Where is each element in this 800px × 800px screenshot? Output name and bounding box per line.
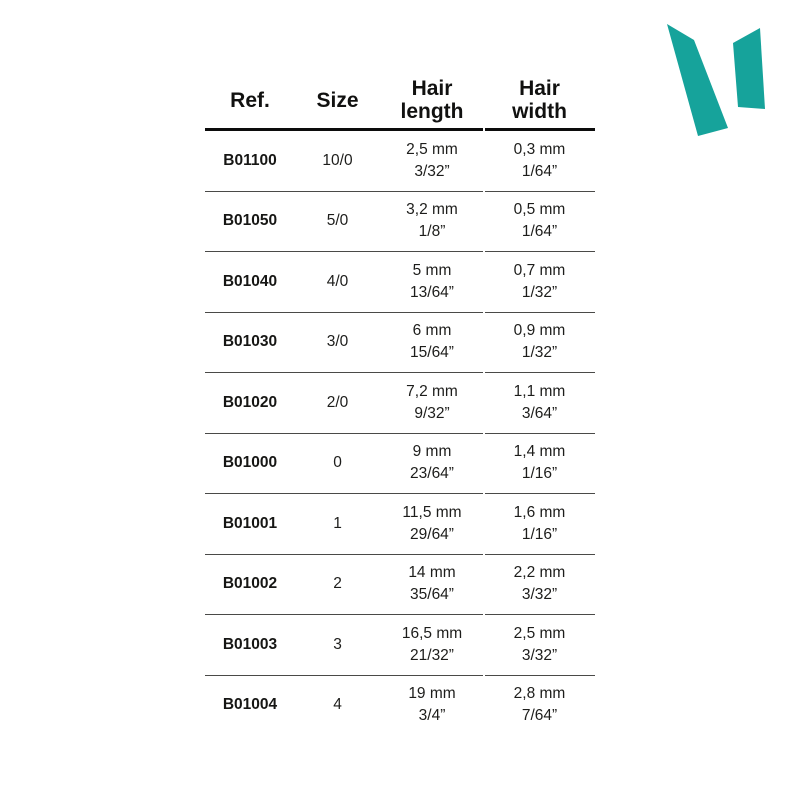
logo-left-stroke bbox=[667, 24, 728, 136]
size-value: 2 bbox=[295, 554, 380, 615]
hair-width-mm: 1,6 mm bbox=[513, 503, 566, 521]
hair-width-value bbox=[484, 130, 595, 192]
hair-length-value bbox=[380, 252, 484, 313]
ref-value: B01030 bbox=[205, 312, 295, 373]
hair-width-value bbox=[484, 554, 595, 615]
hair-length-value bbox=[380, 312, 484, 373]
hair-length-inch: 23/64” bbox=[410, 465, 454, 483]
header-line-2: width bbox=[512, 100, 567, 123]
hair-width-value bbox=[484, 433, 595, 494]
hair-length-value bbox=[380, 675, 484, 735]
hair-length-value bbox=[380, 373, 484, 434]
hair-width-value bbox=[484, 373, 595, 434]
hair-length-value bbox=[380, 130, 484, 192]
hair-width-inch: 7/64” bbox=[521, 707, 558, 725]
brush-size-table bbox=[205, 72, 595, 735]
size-value: 3 bbox=[295, 615, 380, 676]
logo-right-stroke bbox=[733, 28, 765, 109]
hair-width-inch: 1/64” bbox=[521, 162, 558, 180]
hair-width-value bbox=[484, 312, 595, 373]
hair-length-value bbox=[380, 191, 484, 252]
hair-width-value bbox=[484, 675, 595, 735]
hair-width-mm: 1,1 mm bbox=[513, 382, 566, 400]
table-row bbox=[205, 433, 595, 494]
table-row bbox=[205, 312, 595, 373]
table-row bbox=[205, 554, 595, 615]
table-row bbox=[205, 494, 595, 555]
hair-length-mm: 16,5 mm bbox=[401, 624, 463, 642]
hair-width-inch: 3/32” bbox=[521, 646, 558, 664]
hair-width-value bbox=[484, 494, 595, 555]
hair-length-value bbox=[380, 494, 484, 555]
hair-width-mm: 2,2 mm bbox=[513, 564, 566, 582]
table-row bbox=[205, 130, 595, 192]
hair-length-inch: 13/64” bbox=[410, 283, 454, 301]
ref-value: B01050 bbox=[205, 191, 295, 252]
hair-length-mm: 3,2 mm bbox=[406, 201, 458, 219]
col-header-hair-length bbox=[380, 72, 484, 130]
hair-width-value bbox=[484, 615, 595, 676]
header-line-1: Hair bbox=[519, 77, 560, 100]
size-value: 4 bbox=[333, 696, 342, 714]
col-header-hair-width bbox=[484, 72, 595, 130]
hair-length-inch: 9/32” bbox=[414, 404, 450, 422]
ref-value: B01004 bbox=[222, 696, 278, 714]
hair-width-mm: 2,8 mm bbox=[513, 685, 566, 703]
hair-width-inch: 3/32” bbox=[521, 586, 558, 604]
hair-width-value bbox=[484, 191, 595, 252]
hair-length-inch: 15/64” bbox=[410, 344, 454, 362]
hair-width-inch: 1/32” bbox=[521, 283, 558, 301]
size-value: 1 bbox=[295, 494, 380, 555]
hair-length-mm: 7,2 mm bbox=[406, 382, 458, 400]
ref-value: B01003 bbox=[205, 615, 295, 676]
header-line-2: length bbox=[400, 100, 464, 123]
hair-width-value bbox=[484, 252, 595, 313]
hair-width-mm: 0,9 mm bbox=[513, 322, 566, 340]
hair-width-mm: 0,3 mm bbox=[513, 140, 566, 158]
hair-length-inch: 1/8” bbox=[418, 223, 446, 241]
hair-length-inch: 29/64” bbox=[410, 525, 454, 543]
hair-length-inch: 21/32” bbox=[410, 646, 454, 664]
hair-length-mm: 6 mm bbox=[412, 322, 452, 340]
hair-length-mm: 2,5 mm bbox=[406, 140, 458, 158]
table-row bbox=[205, 191, 595, 252]
header-line-1: Hair bbox=[411, 77, 453, 100]
table-row bbox=[205, 373, 595, 434]
ref-value: B01002 bbox=[205, 554, 295, 615]
hair-length-value bbox=[380, 615, 484, 676]
hair-length-mm: 5 mm bbox=[412, 261, 452, 279]
hair-length-value bbox=[380, 554, 484, 615]
table-row bbox=[205, 252, 595, 313]
hair-length-mm: 11,5 mm bbox=[402, 503, 462, 521]
hair-width-inch: 1/16” bbox=[521, 465, 558, 483]
hair-width-inch: 1/32” bbox=[521, 344, 558, 362]
brand-v-logo-icon bbox=[655, 20, 770, 140]
hair-width-inch: 1/64” bbox=[521, 223, 558, 241]
col-header-ref: Ref. bbox=[205, 72, 295, 130]
ref-value: B01001 bbox=[205, 494, 295, 555]
hair-length-mm: 14 mm bbox=[408, 564, 456, 582]
hair-length-inch: 35/64” bbox=[410, 586, 454, 604]
size-value: 5/0 bbox=[295, 191, 380, 252]
size-value: 0 bbox=[295, 433, 380, 494]
hair-width-inch: 3/64” bbox=[521, 404, 558, 422]
ref-value: B01000 bbox=[205, 433, 295, 494]
size-value: 4/0 bbox=[295, 252, 380, 313]
hair-length-inch: 3/4” bbox=[418, 707, 446, 725]
column-rule-gap bbox=[483, 120, 485, 682]
hair-length-value bbox=[380, 433, 484, 494]
ref-value: B01100 bbox=[205, 130, 295, 192]
header-row bbox=[205, 72, 595, 130]
size-value: 10/0 bbox=[295, 130, 380, 192]
size-value: 2/0 bbox=[295, 373, 380, 434]
hair-length-mm: 9 mm bbox=[412, 443, 452, 461]
hair-length-mm: 19 mm bbox=[408, 685, 456, 703]
size-value: 3/0 bbox=[295, 312, 380, 373]
hair-length-inch: 3/32” bbox=[414, 162, 450, 180]
table-row bbox=[205, 615, 595, 676]
hair-width-inch: 1/16” bbox=[521, 525, 558, 543]
hair-width-mm: 0,5 mm bbox=[513, 201, 566, 219]
col-header-size: Size bbox=[295, 72, 380, 130]
ref-value: B01040 bbox=[205, 252, 295, 313]
hair-width-mm: 0,7 mm bbox=[513, 261, 566, 279]
ref-value: B01020 bbox=[205, 373, 295, 434]
hair-width-mm: 1,4 mm bbox=[513, 443, 566, 461]
table-row bbox=[205, 675, 595, 735]
hair-width-mm: 2,5 mm bbox=[513, 624, 566, 642]
